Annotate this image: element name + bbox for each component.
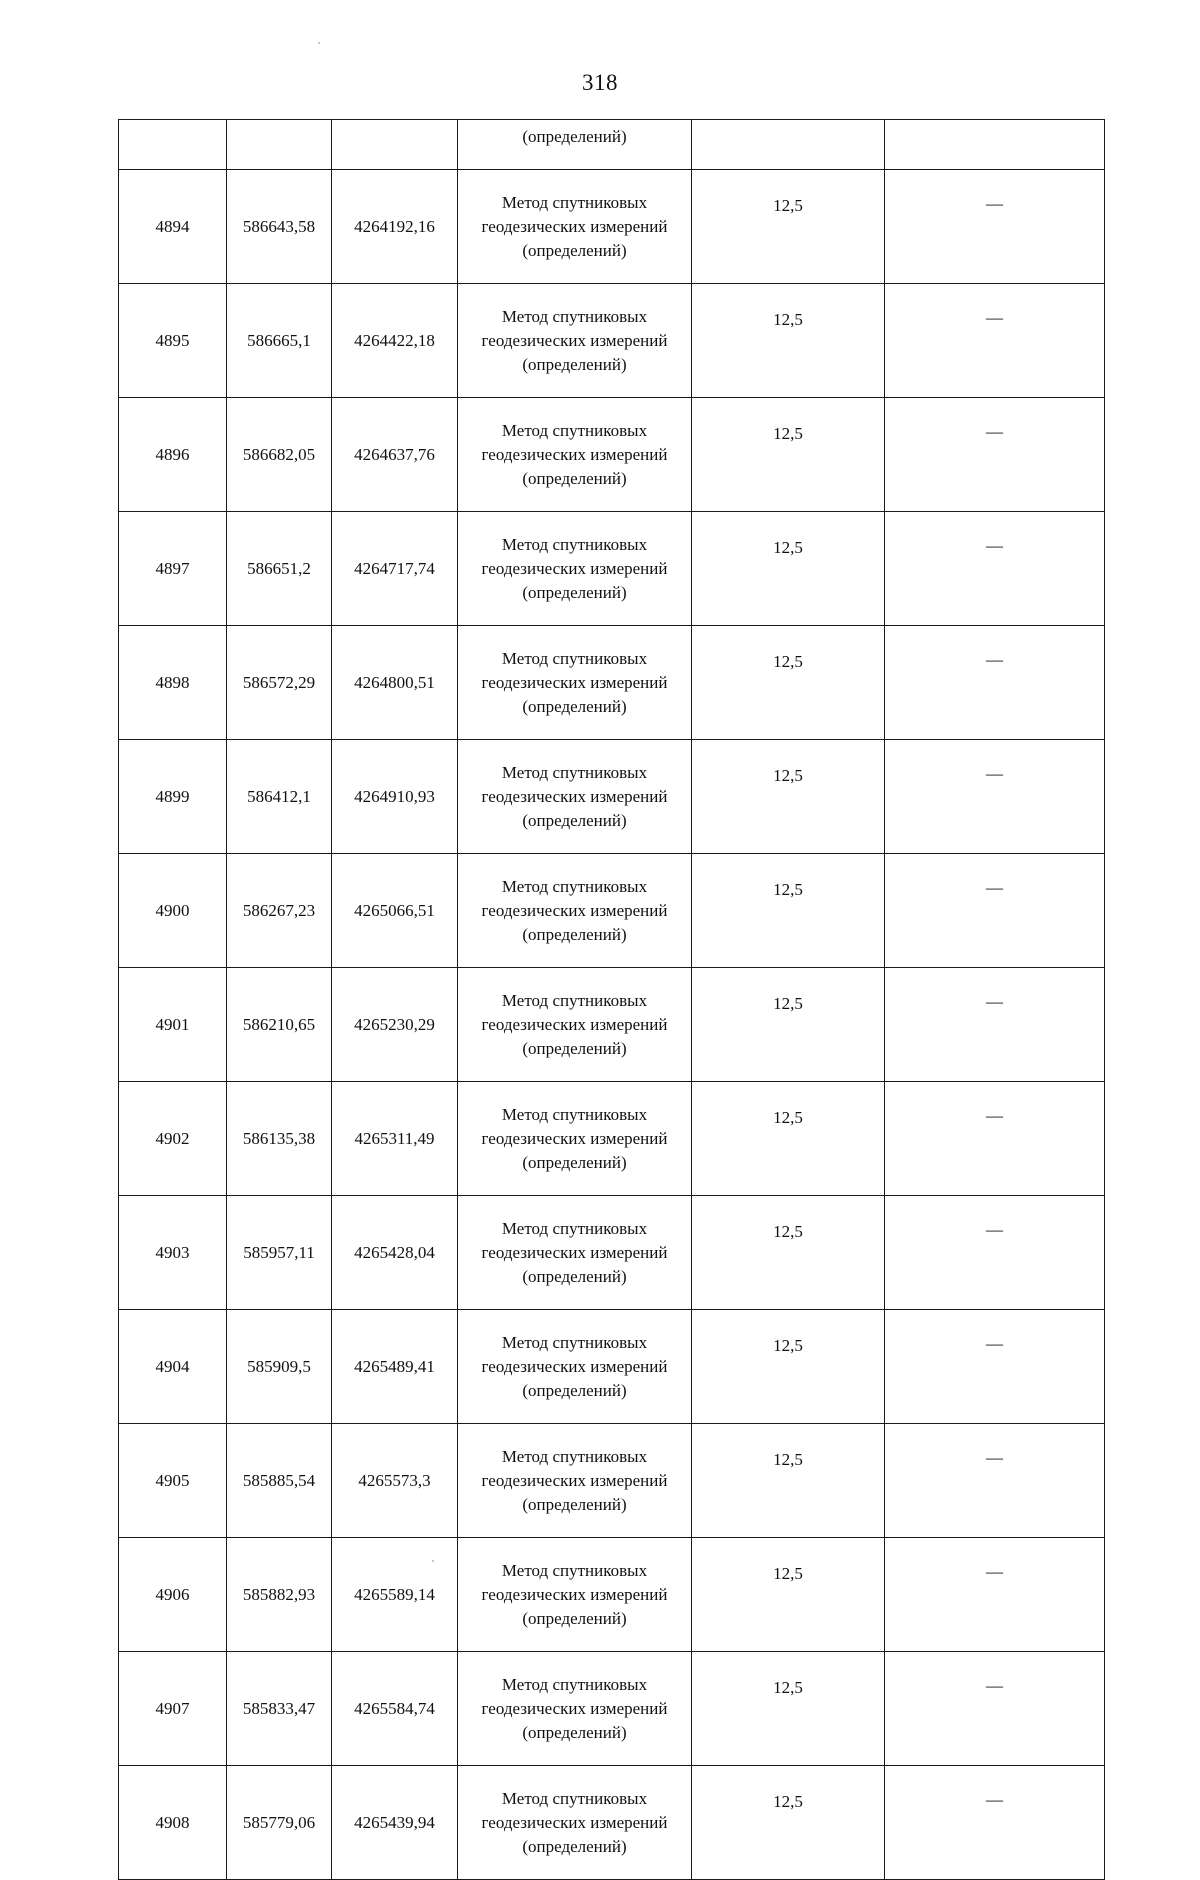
table-row [119, 626, 1105, 740]
table-row [119, 1538, 1105, 1652]
method-line: Метод спутниковых [501, 1104, 648, 1124]
scan-speck [318, 42, 320, 44]
cell-value: 12,5 [692, 1424, 885, 1538]
cell-value: 12,5 [692, 1196, 885, 1310]
table-row [119, 1652, 1105, 1766]
cell-y: 4264192,16 [332, 170, 458, 284]
cell-method: (определений) [458, 120, 692, 170]
method-line: (определений) [522, 924, 627, 944]
cell-x: 586643,58 [227, 170, 332, 284]
cell-number: 4900 [119, 854, 227, 968]
method-line: (определений) [522, 468, 627, 488]
cell-value [692, 120, 885, 170]
cell-method [458, 626, 692, 740]
method-line: Метод спутниковых [501, 1218, 648, 1238]
cell-number: 4901 [119, 968, 227, 1082]
cell-x: 586412,1 [227, 740, 332, 854]
cell-value: 12,5 [692, 1310, 885, 1424]
cell-y [332, 120, 458, 170]
cell-method [458, 1538, 692, 1652]
method-line: геодезических измерений [481, 672, 668, 692]
method-line: Метод спутниковых [501, 306, 648, 326]
cell-number: 4898 [119, 626, 227, 740]
cell-y: 4265584,74 [332, 1652, 458, 1766]
cell-y: 4264800,51 [332, 626, 458, 740]
cell-value: 12,5 [692, 512, 885, 626]
method-line: геодезических измерений [481, 558, 668, 578]
method-line: Метод спутниковых [501, 648, 648, 668]
cell-method [458, 1196, 692, 1310]
cell-value: 12,5 [692, 968, 885, 1082]
cell-y: 4265489,41 [332, 1310, 458, 1424]
cell-x: 586651,2 [227, 512, 332, 626]
cell-dash: — [885, 1652, 1105, 1766]
cell-value: 12,5 [692, 1082, 885, 1196]
cell-number: 4907 [119, 1652, 227, 1766]
method-line: (определений) [522, 1152, 627, 1172]
scan-speck [432, 1560, 434, 1562]
cell-dash: — [885, 512, 1105, 626]
cell-number: 4905 [119, 1424, 227, 1538]
cell-method [458, 740, 692, 854]
cell-x: 585779,06 [227, 1766, 332, 1880]
method-line: геодезических измерений [481, 1014, 668, 1034]
cell-value: 12,5 [692, 626, 885, 740]
cell-number: 4908 [119, 1766, 227, 1880]
cell-method [458, 512, 692, 626]
table-row [119, 968, 1105, 1082]
table-row [119, 1424, 1105, 1538]
cell-x: 586210,65 [227, 968, 332, 1082]
cell-method [458, 170, 692, 284]
table-row [119, 1196, 1105, 1310]
page-number: 318 [582, 70, 618, 95]
cell-dash: — [885, 1310, 1105, 1424]
cell-x: 585885,54 [227, 1424, 332, 1538]
method-line: Метод спутниковых [501, 1674, 648, 1694]
cell-y: 4265428,04 [332, 1196, 458, 1310]
method-line: (определений) [522, 240, 627, 260]
table-row [119, 512, 1105, 626]
cell-y: 4265573,3 [332, 1424, 458, 1538]
method-line: геодезических измерений [481, 330, 668, 350]
cell-method [458, 398, 692, 512]
table-row [119, 1766, 1105, 1880]
cell-y: 4265589,14 [332, 1538, 458, 1652]
cell-x: 586135,38 [227, 1082, 332, 1196]
method-line: геодезических измерений [481, 216, 668, 236]
cell-x: 586682,05 [227, 398, 332, 512]
method-line: (определений) [522, 696, 627, 716]
cell-x: 586267,23 [227, 854, 332, 968]
cell-dash: — [885, 1766, 1105, 1880]
method-line: (определений) [522, 1494, 627, 1514]
method-line: (определений) [522, 354, 627, 374]
cell-y: 4265311,49 [332, 1082, 458, 1196]
cell-number: 4906 [119, 1538, 227, 1652]
continuation-row [119, 120, 1105, 170]
method-line: геодезических измерений [481, 1356, 668, 1376]
cell-method [458, 1766, 692, 1880]
cell-method [458, 1424, 692, 1538]
table-row [119, 1310, 1105, 1424]
cell-method [458, 1310, 692, 1424]
cell-x: 585833,47 [227, 1652, 332, 1766]
cell-number: 4895 [119, 284, 227, 398]
cell-value: 12,5 [692, 740, 885, 854]
cell-number: 4903 [119, 1196, 227, 1310]
method-line: Метод спутниковых [501, 1560, 648, 1580]
method-line: Метод спутниковых [501, 762, 648, 782]
cell-dash: — [885, 1196, 1105, 1310]
cell-number: 4896 [119, 398, 227, 512]
cell-method [458, 854, 692, 968]
cell-y: 4264910,93 [332, 740, 458, 854]
method-line: Метод спутниковых [501, 876, 648, 896]
cell-dash: — [885, 1082, 1105, 1196]
method-line: геодезических измерений [481, 1470, 668, 1490]
cell-y: 4264717,74 [332, 512, 458, 626]
method-line: (определений) [522, 810, 627, 830]
cell-number [119, 120, 227, 170]
method-line: геодезических измерений [481, 1812, 668, 1832]
cell-value: 12,5 [692, 284, 885, 398]
cell-x: 585909,5 [227, 1310, 332, 1424]
cell-number: 4899 [119, 740, 227, 854]
cell-dash: — [885, 1538, 1105, 1652]
method-line: геодезических измерений [481, 444, 668, 464]
cell-number: 4894 [119, 170, 227, 284]
method-line: геодезических измерений [481, 1242, 668, 1262]
method-line: Метод спутниковых [501, 990, 648, 1010]
table-row [119, 170, 1105, 284]
cell-dash: — [885, 854, 1105, 968]
cell-y: 4264637,76 [332, 398, 458, 512]
cell-value: 12,5 [692, 1538, 885, 1652]
cell-dash: — [885, 740, 1105, 854]
cell-y: 4265066,51 [332, 854, 458, 968]
cell-dash: — [885, 968, 1105, 1082]
cell-y: 4264422,18 [332, 284, 458, 398]
coordinates-table [118, 119, 1105, 1880]
cell-number: 4902 [119, 1082, 227, 1196]
method-line: (определений) [522, 582, 627, 602]
method-line: Метод спутниковых [501, 534, 648, 554]
method-line: (определений) [522, 1608, 627, 1628]
cell-method [458, 968, 692, 1082]
method-line: геодезических измерений [481, 900, 668, 920]
cell-dash [885, 120, 1105, 170]
method-line: геодезических измерений [481, 1698, 668, 1718]
cell-dash: — [885, 284, 1105, 398]
cell-y: 4265439,94 [332, 1766, 458, 1880]
cell-method [458, 1082, 692, 1196]
table-row [119, 398, 1105, 512]
cell-number: 4904 [119, 1310, 227, 1424]
cell-x: 586665,1 [227, 284, 332, 398]
cell-value: 12,5 [692, 398, 885, 512]
cell-dash: — [885, 626, 1105, 740]
cell-value: 12,5 [692, 1652, 885, 1766]
table-row [119, 740, 1105, 854]
table-body [119, 120, 1105, 1880]
method-line: Метод спутниковых [501, 1446, 648, 1466]
method-line: (определений) [522, 1380, 627, 1400]
method-line: (определений) [522, 1836, 627, 1856]
method-line: геодезических измерений [481, 1584, 668, 1604]
cell-value: 12,5 [692, 170, 885, 284]
method-line: Метод спутниковых [501, 420, 648, 440]
cell-method [458, 1652, 692, 1766]
cell-y: 4265230,29 [332, 968, 458, 1082]
method-line: Метод спутниковых [501, 1332, 648, 1352]
method-line: геодезических измерений [481, 1128, 668, 1148]
cell-value: 12,5 [692, 1766, 885, 1880]
method-line: (определений) [522, 1722, 627, 1742]
cell-value: 12,5 [692, 854, 885, 968]
method-line: Метод спутниковых [501, 1788, 648, 1808]
method-line: геодезических измерений [481, 786, 668, 806]
cell-dash: — [885, 1424, 1105, 1538]
method-line: (определений) [522, 1038, 627, 1058]
cell-x: 585957,11 [227, 1196, 332, 1310]
cell-x [227, 120, 332, 170]
cell-dash: — [885, 398, 1105, 512]
table-row [119, 854, 1105, 968]
cell-method [458, 284, 692, 398]
cell-number: 4897 [119, 512, 227, 626]
method-line: (определений) [522, 1266, 627, 1286]
table-row [119, 284, 1105, 398]
cell-x: 586572,29 [227, 626, 332, 740]
method-line: Метод спутниковых [501, 192, 648, 212]
cell-dash: — [885, 170, 1105, 284]
table-row [119, 1082, 1105, 1196]
cell-x: 585882,93 [227, 1538, 332, 1652]
